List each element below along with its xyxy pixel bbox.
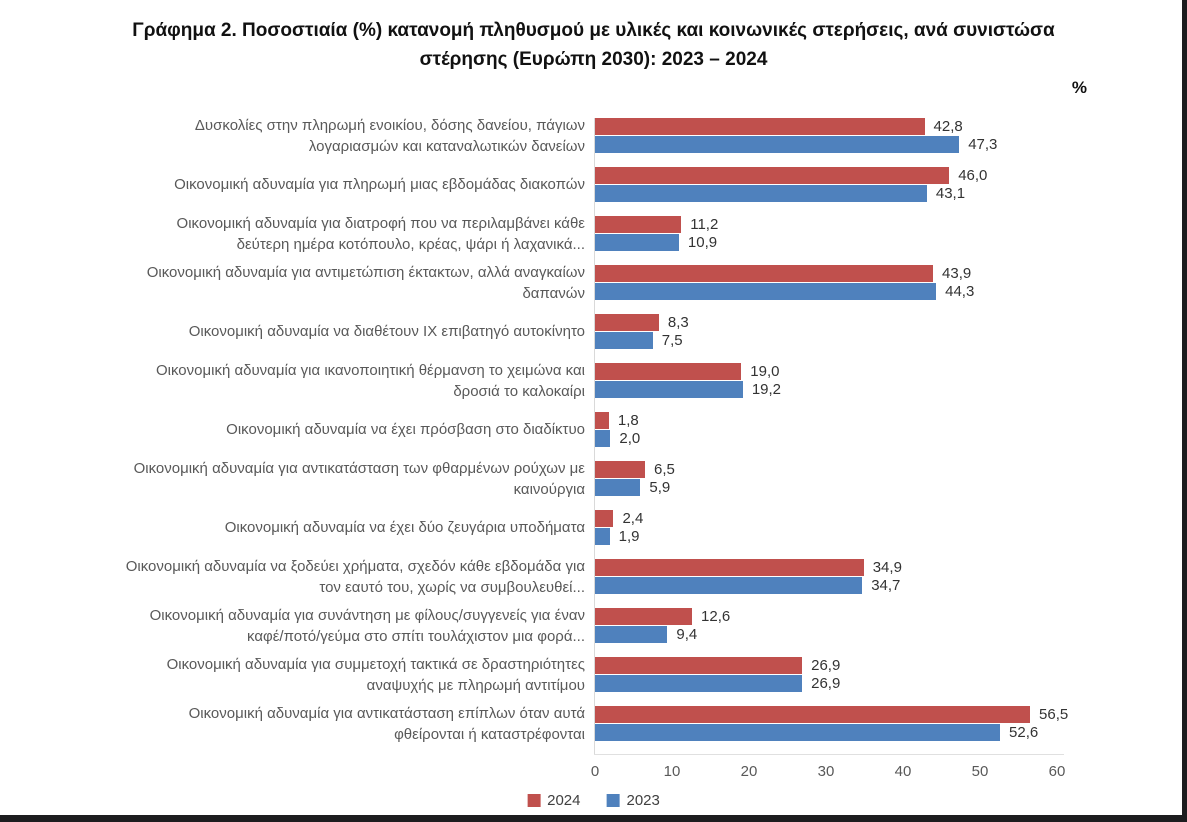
bar-line — [595, 559, 1120, 576]
bar-2023 — [595, 332, 653, 349]
category-label: Οικονομική αδυναμία να διαθέτουν ΙΧ επιβατηγό αυτοκίνητο — [188, 323, 585, 340]
x-tick-label: 30 — [817, 763, 835, 780]
bar-group — [595, 314, 1120, 349]
bar-2024 — [595, 510, 613, 527]
bar-2024 — [595, 412, 609, 429]
bar-2024 — [595, 314, 659, 331]
bar-group — [595, 265, 1120, 300]
category-label: Οικονομική αδυναμία για αντικατάσταση επίπλων όταν αυτά φθείρονται ή καταστρέφονται — [188, 704, 585, 743]
bar-chart — [120, 118, 1120, 818]
value-label-2024: 11,2 — [690, 216, 719, 233]
category-label: Οικονομική αδυναμία για πληρωμή μιας εβδομάδας διακοπών — [174, 176, 585, 193]
category-label: Οικονομική αδυναμία να ξοδεύει χρήματα, σχεδόν κάθε εβδομάδα για τον εαυτό του, χωρίς να συμβουλευθεί... — [125, 557, 585, 596]
bar-2024 — [595, 363, 741, 380]
category-label: Οικονομική αδυναμία για ικανοποιητική θέρμανση το χειμώνα και δροσιά το καλοκαίρι — [155, 361, 585, 400]
bar-line — [595, 528, 1120, 545]
chart-row — [120, 608, 1120, 643]
bar-2023 — [595, 381, 743, 398]
bar-line — [595, 265, 1120, 282]
value-label-2024: 1,8 — [617, 412, 639, 429]
bar-2023 — [595, 185, 927, 202]
bar-2024 — [595, 461, 645, 478]
chart-row — [120, 461, 1120, 496]
category-label: Οικονομική αδυναμία για αντιμετώπιση έκτακτων, αλλά αναγκαίων δαπανών — [146, 263, 585, 302]
value-label-2024: 56,5 — [1039, 706, 1069, 723]
bar-2023 — [595, 724, 1000, 741]
value-label-2023: 43,1 — [935, 185, 966, 202]
bar-line — [595, 363, 1120, 380]
value-label-2023: 44,3 — [945, 283, 975, 300]
category-label: Δυσκολίες στην πληρωμή ενοικίου, δόσης δανείου, πάγιων λογαριασμών και καταναλωτικών δανείων — [194, 116, 585, 155]
bar-line — [595, 216, 1120, 233]
category-label: Οικονομική αδυναμία να έχει πρόσβαση στο διαδίκτυο — [226, 421, 585, 438]
legend-label-2024: 2024 — [547, 792, 581, 809]
value-label-2024: 19,0 — [750, 363, 780, 380]
value-label-2023: 7,5 — [661, 332, 683, 349]
x-tick-label: 20 — [740, 763, 758, 780]
x-tick-label: 60 — [1048, 763, 1066, 780]
value-label-2024: 43,9 — [942, 265, 972, 282]
value-label-2023: 19,2 — [751, 381, 782, 398]
bar-group — [595, 216, 1120, 251]
bar-line — [595, 724, 1120, 741]
bar-2023 — [595, 479, 640, 496]
bar-2023 — [595, 234, 679, 251]
value-label-2023: 26,9 — [811, 675, 841, 692]
bar-line — [595, 479, 1120, 496]
x-tick-label: 40 — [894, 763, 912, 780]
value-label-2024: 2,4 — [622, 510, 644, 527]
chart-row — [120, 118, 1120, 153]
value-label-2023: 10,9 — [687, 234, 718, 251]
bar-2024 — [595, 167, 949, 184]
bar-2023 — [595, 136, 959, 153]
bar-line — [595, 675, 1120, 692]
bar-line — [595, 185, 1120, 202]
chart-row — [120, 216, 1120, 251]
chart-legend — [527, 792, 660, 809]
chart-row — [120, 314, 1120, 349]
bar-group — [595, 608, 1120, 643]
chart-row — [120, 363, 1120, 398]
axis-unit-label: % — [1071, 78, 1087, 97]
bar-line — [595, 283, 1120, 300]
bar-group — [595, 510, 1120, 545]
bar-2024 — [595, 657, 802, 674]
chart-title: Γράφημα 2. Ποσοστιαία (%) κατανομή πληθυσμού με υλικές και κοινωνικές στερήσεις, ανά συνιστώσα στέρησης (Ευρώπη 2030): 2023 – 2024 — [132, 20, 1055, 71]
category-label: Οικονομική αδυναμία για συμμετοχή τακτικά σε δραστηριότητες αναψυχής με πληρωμή αντιτίμου — [166, 655, 585, 694]
bar-line — [595, 706, 1120, 723]
legend-swatch-2024 — [527, 794, 540, 807]
bar-line — [595, 136, 1120, 153]
bar-line — [595, 314, 1120, 331]
bar-line — [595, 608, 1120, 625]
value-label-2023: 1,9 — [618, 528, 640, 545]
bar-2024 — [595, 118, 925, 135]
category-label: Οικονομική αδυναμία για διατροφή που να περιλαμβάνει κάθε δεύτερη ημέρα κοτόπουλο, κρέας, ψάρι ή λαχανικά... — [176, 214, 585, 253]
bar-2024 — [595, 706, 1030, 723]
bar-group — [595, 657, 1120, 692]
category-label: Οικονομική αδυναμία να έχει δύο ζευγάρια υποδήματα — [224, 519, 585, 536]
chart-row — [120, 559, 1120, 594]
chart-row — [120, 510, 1120, 545]
chart-row — [120, 706, 1120, 741]
bar-line — [595, 234, 1120, 251]
value-label-2024: 6,5 — [654, 461, 675, 478]
value-label-2023: 2,0 — [619, 430, 641, 447]
chart-row — [120, 265, 1120, 300]
bottom-border — [0, 815, 1187, 822]
bar-chart-rows — [120, 118, 1120, 741]
category-label: Οικονομική αδυναμία για αντικατάσταση των φθαρμένων ρούχων με καινούργια — [133, 459, 585, 498]
value-label-2024: 12,6 — [701, 608, 731, 625]
bar-group — [595, 412, 1120, 447]
value-label-2023: 34,7 — [871, 577, 901, 594]
bar-2024 — [595, 608, 692, 625]
bar-line — [595, 332, 1120, 349]
bar-line — [595, 461, 1120, 478]
x-axis-line — [594, 754, 1064, 755]
bar-line — [595, 577, 1120, 594]
bar-line — [595, 510, 1120, 527]
bar-2023 — [595, 528, 610, 545]
bar-line — [595, 430, 1120, 447]
bar-line — [595, 167, 1120, 184]
value-label-2023: 47,3 — [968, 136, 998, 153]
bar-group — [595, 559, 1120, 594]
bar-2023 — [595, 675, 802, 692]
value-label-2023: 52,6 — [1009, 724, 1039, 741]
bar-2023 — [595, 626, 667, 643]
bar-2023 — [595, 577, 862, 594]
value-label-2023: 9,4 — [676, 626, 698, 643]
bar-line — [595, 118, 1120, 135]
bar-group — [595, 167, 1120, 202]
bar-2024 — [595, 559, 864, 576]
bar-2023 — [595, 283, 936, 300]
bar-group — [595, 706, 1120, 741]
legend-item-2024 — [527, 792, 580, 809]
x-tick-label: 0 — [590, 763, 600, 780]
legend-item-2023 — [607, 792, 660, 809]
value-label-2024: 26,9 — [811, 657, 841, 674]
value-label-2024: 42,8 — [933, 118, 963, 135]
value-label-2024: 34,9 — [872, 559, 902, 576]
right-border — [1182, 0, 1187, 822]
bar-group — [595, 461, 1120, 496]
x-axis-ticks — [590, 763, 1066, 785]
bar-line — [595, 657, 1120, 674]
bar-2024 — [595, 216, 681, 233]
bar-group — [595, 363, 1120, 398]
value-label-2024: 46,0 — [958, 167, 988, 184]
bar-2023 — [595, 430, 610, 447]
bar-group — [595, 118, 1120, 153]
x-tick-label: 50 — [971, 763, 989, 780]
x-tick-label: 10 — [663, 763, 681, 780]
chart-row — [120, 412, 1120, 447]
bar-line — [595, 412, 1120, 429]
category-label: Οικονομική αδυναμία για συνάντηση με φίλους/συγγενείς για έναν καφέ/ποτό/γεύμα στο σπίτι τουλάχιστον μια φορά... — [149, 606, 585, 645]
bar-line — [595, 626, 1120, 643]
legend-label-2023: 2023 — [626, 792, 660, 809]
value-label-2023: 5,9 — [649, 479, 671, 496]
bar-line — [595, 381, 1120, 398]
value-label-2024: 8,3 — [667, 314, 689, 331]
legend-swatch-2023 — [607, 794, 620, 807]
chart-row — [120, 657, 1120, 692]
chart-row — [120, 167, 1120, 202]
bar-2024 — [595, 265, 933, 282]
